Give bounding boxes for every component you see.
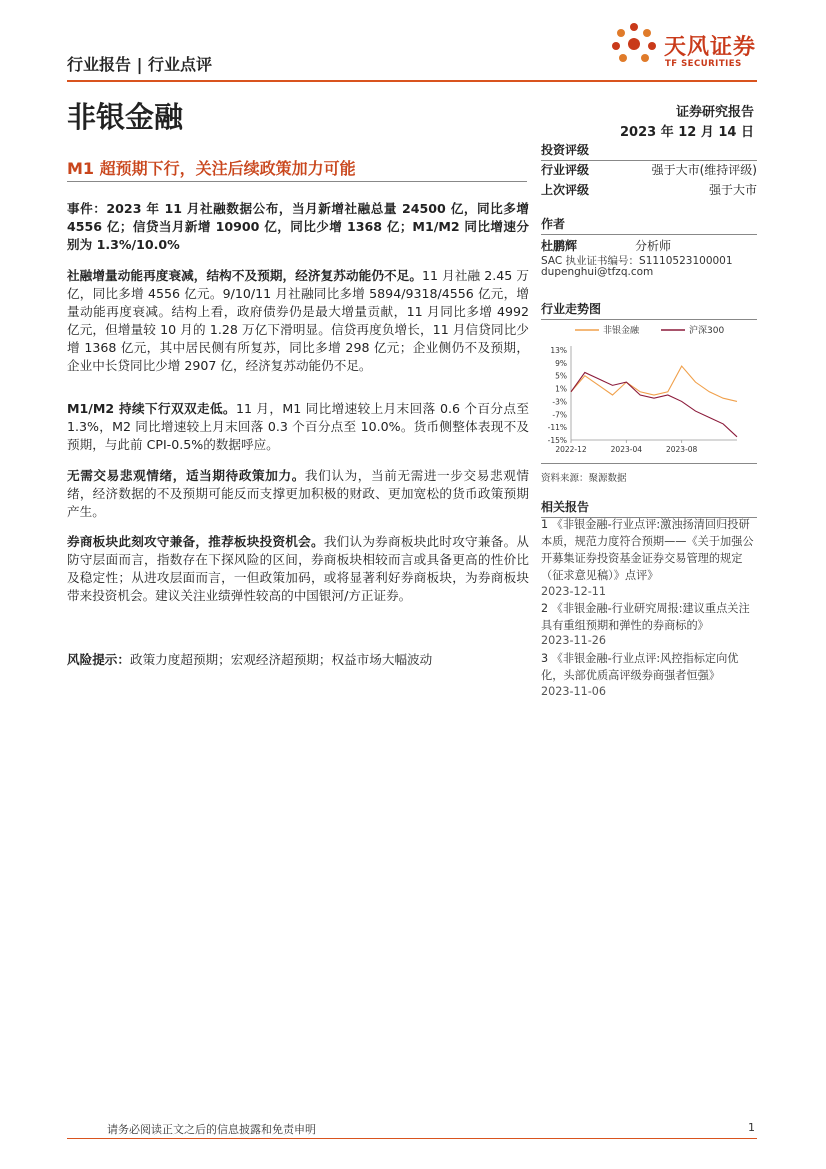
event-text: 事件：2023 年 11 月社融数据公布，当月新增社融总量 24500 亿，同比多增 4556 亿；信贷当月新增 10900 亿，同比少增 1368 亿；M1/M2 同比增速分别为 1.3%/10.0% — [67, 201, 529, 252]
money-supply-paragraph — [67, 400, 529, 454]
y-tick-label: -15% — [547, 436, 567, 445]
money-supply-lead: M1/M2 持续下行双双走低。 — [67, 401, 236, 416]
risk-text: 政策力度超预期；宏观经济超预期；权益市场大幅波动 — [129, 652, 433, 667]
chart-bottom-divider — [541, 463, 757, 464]
y-tick-label: 13% — [550, 346, 567, 355]
trend-chart — [541, 320, 757, 460]
prev-rating-label: 上次评级 — [541, 183, 590, 197]
tf-logo-icon — [610, 20, 658, 68]
page-number: 1 — [748, 1121, 755, 1134]
prev-rating-row — [541, 181, 757, 198]
footer-disclaimer: 请务必阅读正文之后的信息披露和免责申明 — [107, 1123, 316, 1136]
sentiment-paragraph — [67, 467, 529, 521]
report-category: 行业报告 | 行业点评 — [67, 55, 212, 74]
author-email: dupenghui@tfzq.com — [541, 266, 654, 278]
header-divider — [67, 80, 757, 82]
y-tick-label: -7% — [552, 410, 567, 420]
series-line-0 — [571, 366, 737, 401]
footer-divider — [67, 1138, 757, 1139]
report-type: 证券研究报告 — [675, 105, 754, 120]
brokerage-text: 我们认为券商板块此时攻守兼备。从防守层面而言，指数存在下探风险的区间，券商板块相较而言或具备更高的性价比及稳定性；从进攻层面而言，一但政策加码，或将显著利好券商板块，为券商板块带来投资机会。建议关注业绩弹性较高的中国银河/方正证券。 — [67, 534, 530, 603]
sentiment-text: 我们认为，当前无需进一步交易悲观情绪，经济数据的不及预期可能反而支撑更加积极的财政、更加宽松的货币政策预期产生。 — [67, 468, 530, 519]
y-tick-label: 9% — [555, 358, 567, 368]
chart-heading: 行业走势图 — [541, 300, 757, 320]
sector-title: 非银金融 — [67, 100, 184, 134]
brokerage-paragraph — [67, 533, 529, 605]
prev-rating-value: 强于大市 — [708, 183, 757, 197]
risk-lead: 风险提示： — [67, 652, 130, 667]
rating-value: 强于大市(维持评级) — [651, 163, 757, 177]
related-report-1[interactable]: 1 《非银金融-行业点评:激浊扬清回归投研本质，规范力度符合预期——《关于加强公开募集证券投资基金证券交易管理的规定（征求意见稿）》点评》 — [541, 518, 754, 582]
author-row — [541, 237, 757, 254]
legend-label-1: 沪深300 — [689, 326, 725, 336]
related-report-3-date: 2023-11-06 — [541, 685, 607, 698]
author-role: 分析师 — [635, 239, 672, 253]
related-report-2-date: 2023-11-26 — [541, 634, 607, 647]
x-tick-label: 2023-08 — [665, 445, 698, 454]
social-financing-text: 11 月社融 2.45 万亿，同比多增 4556 亿元。9/10/11 月社融同比多增 5894/9318/4556 亿元，增量动能再度衰减。结构上看，政府债券仍是最大增量贡献，11 月同比多增 4992 亿元，但增量较 10 月的 1.28 万亿下滑明显。信贷再度负增长，11 月信贷同比少增 1368 亿元，其中居民侧有所复苏，同比多增 298 亿元；企业侧仍不及预期，企业中长贷同比少增 2907 亿，经济复苏动能仍不足。 — [67, 268, 529, 373]
legend-label-0: 非银金融 — [603, 326, 640, 336]
event-paragraph — [67, 200, 529, 254]
related-heading: 相关报告 — [541, 498, 757, 518]
rating-label: 行业评级 — [541, 163, 590, 177]
risk-paragraph — [67, 651, 529, 669]
sentiment-lead: 无需交易悲观情绪，适当期待政策加力。 — [67, 468, 305, 483]
report-date: 2023 年 12 月 14 日 — [620, 125, 754, 140]
rating-heading: 投资评级 — [541, 141, 757, 161]
brokerage-lead: 券商板块此刻攻守兼备，推荐板块投资机会。 — [67, 534, 324, 549]
x-tick-label: 2023-04 — [610, 445, 643, 454]
related-report-3[interactable]: 3 《非银金融-行业点评:风控指标定向优化，头部优质高评级券商强者恒强》 — [541, 652, 739, 682]
author-name: 杜鹏辉 — [541, 239, 578, 253]
y-tick-label: 1% — [555, 384, 567, 394]
related-report-2[interactable]: 2 《非银金融-行业研究周报:建议重点关注具有重组预期和弹性的券商标的》 — [541, 602, 750, 632]
social-financing-paragraph — [67, 267, 529, 375]
chart-source: 资料来源：聚源数据 — [541, 473, 627, 484]
logo-english: TF SECURITIES — [665, 59, 742, 69]
rating-row — [541, 161, 757, 178]
related-report-1-date: 2023-12-11 — [541, 585, 607, 598]
report-subtitle: M1 超预期下行，关注后续政策加力可能 — [67, 159, 356, 178]
y-tick-label: -11% — [547, 423, 567, 433]
social-financing-lead: 社融增量动能再度衰减，结构不及预期，经济复苏动能仍不足。 — [67, 268, 423, 283]
y-tick-label: -3% — [552, 397, 567, 407]
money-supply-text: 11 月，M1 同比增速较上月末回落 0.6 个百分点至 1.3%，M2 同比增速较上月末回落 0.3 个百分点至 10.0%。货币侧整体表现不及预期，与此前 CPI-0.5%的数据呼应。 — [67, 401, 529, 452]
author-cert: SAC 执业证书编号：S1110523100001 — [541, 255, 733, 267]
subtitle-divider — [67, 181, 527, 182]
y-tick-label: 5% — [555, 371, 567, 381]
series-line-1 — [571, 373, 737, 437]
x-tick-label: 2022-12 — [555, 445, 587, 454]
author-heading: 作者 — [541, 215, 757, 235]
logo-chinese: 天风证券 — [664, 35, 757, 60]
